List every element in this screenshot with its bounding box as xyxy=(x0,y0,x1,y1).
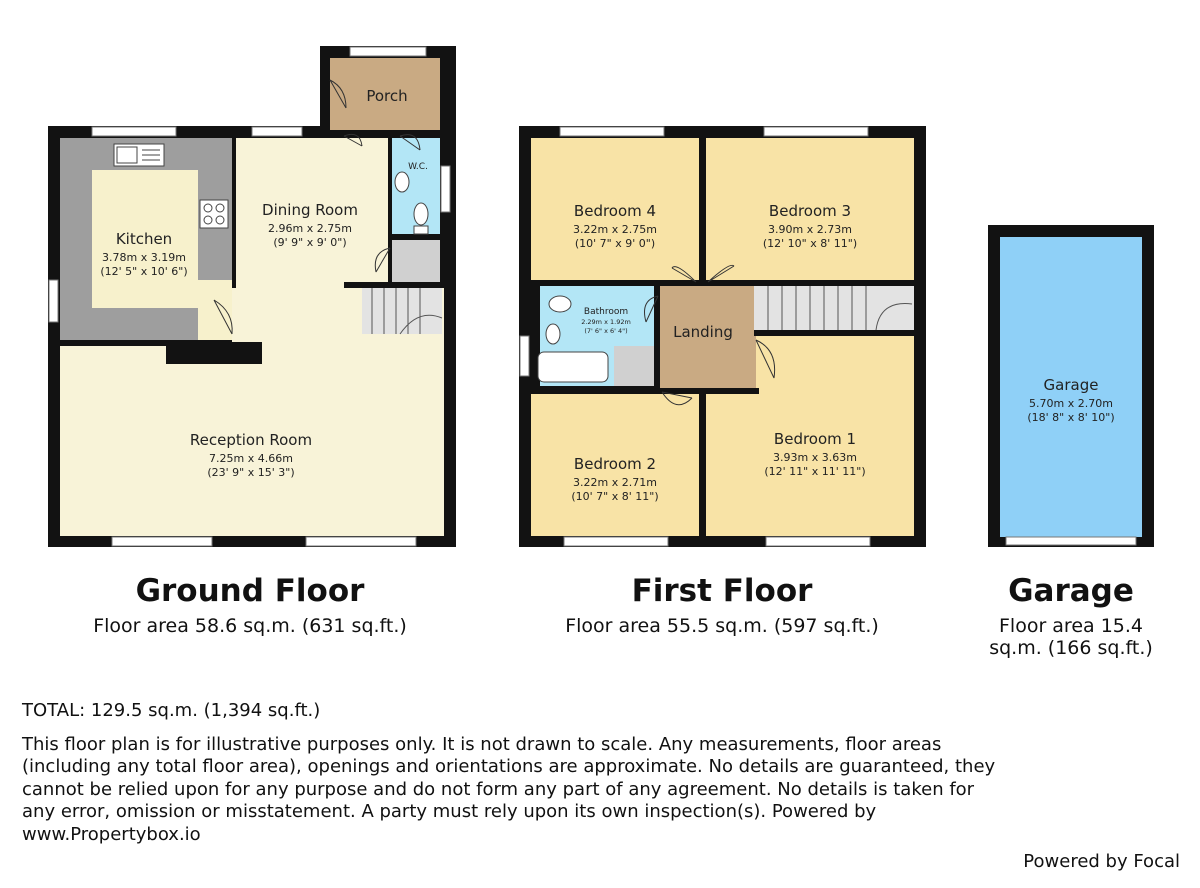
garage-plan xyxy=(988,225,1154,547)
bedroom-4-label: Bedroom 4 xyxy=(573,202,657,220)
dining-room-label: Dining Room xyxy=(262,201,358,219)
garage-metric: 5.70m x 2.70m xyxy=(1029,397,1113,410)
bedroom-2-imperial: (10' 7" x 8' 11") xyxy=(571,490,659,503)
bedroom-1-label: Bedroom 1 xyxy=(773,430,857,448)
first-floor-stairs xyxy=(754,286,914,330)
garage-label: Garage xyxy=(1043,376,1099,394)
wc-label: W.C. xyxy=(408,162,428,172)
bedroom-4-metric: 3.22m x 2.75m xyxy=(573,223,657,236)
bedroom-2-label: Bedroom 2 xyxy=(573,455,657,473)
reception-room-label: Reception Room xyxy=(189,431,313,449)
first-floor-area: Floor area 55.5 sq.m. (597 sq.ft.) xyxy=(565,615,879,637)
disclaimer-text: This floor plan is for illustrative purposes only. It is not drawn to scale. Any measurements, floor areas (including any total floor area), openings and orientations are approximate. No details are guaranteed, they cannot be relied upon for any purpose and do not form any part of any agreement. No details is taken for any error, omission or misstatement. A party must rely upon its own inspection(s). Powered by www.Propertybox.io xyxy=(22,734,996,845)
ground-floor-area: Floor area 58.6 sq.m. (631 sq.ft.) xyxy=(93,615,407,637)
kitchen-imperial: (12' 5" x 10' 6") xyxy=(100,265,188,278)
bath xyxy=(538,352,608,382)
understairs-cupboard xyxy=(392,240,440,282)
landing-label: Landing xyxy=(673,323,733,341)
bedroom-1-metric: 3.93m x 3.63m xyxy=(773,451,857,464)
bedroom-1-imperial: (12' 11" x 11' 11") xyxy=(764,465,866,478)
bathroom-label: Bathroom xyxy=(583,307,629,317)
ground-floor-title: Ground Floor xyxy=(135,573,365,609)
bedroom-3-metric: 3.90m x 2.73m xyxy=(768,223,852,236)
garage-imperial: (18' 8" x 8' 10") xyxy=(1027,411,1115,424)
kitchen-metric: 3.78m x 3.19m xyxy=(102,251,186,264)
bedroom-4-imperial: (10' 7" x 9' 0") xyxy=(574,237,656,250)
bathroom-imperial: (7' 6" x 6' 4") xyxy=(584,327,628,335)
garage-title: Garage xyxy=(1008,573,1134,609)
first-floor-plan xyxy=(519,126,926,547)
window xyxy=(92,127,176,136)
basin xyxy=(395,172,409,192)
kitchen-label: Kitchen xyxy=(115,230,173,248)
reception-room-imperial: (23' 9" x 15' 3") xyxy=(207,466,295,479)
powered-by: Powered by Focal xyxy=(1023,851,1180,872)
bedroom-3-imperial: (12' 10" x 8' 11") xyxy=(762,237,858,250)
dining-room-imperial: (9' 9" x 9' 0") xyxy=(273,236,347,249)
bedroom-2-metric: 3.22m x 2.71m xyxy=(573,476,657,489)
garage-door xyxy=(1006,537,1136,545)
reception-room-metric: 7.25m x 4.66m xyxy=(209,452,293,465)
ground-floor-stairs xyxy=(362,288,442,334)
ground-floor-plan xyxy=(48,46,456,547)
garage-area-line2: sq.m. (166 sq.ft.) xyxy=(989,637,1153,659)
garage-area-line1: Floor area 15.4 xyxy=(998,615,1144,637)
first-floor-title: First Floor xyxy=(631,573,813,609)
bedroom-3-label: Bedroom 3 xyxy=(768,202,852,220)
kitchen-sink xyxy=(114,144,164,166)
total-area: TOTAL: 129.5 sq.m. (1,394 sq.ft.) xyxy=(22,700,321,721)
bathroom-metric: 2.29m x 1.92m xyxy=(581,318,631,326)
toilet xyxy=(414,203,428,234)
dining-room-metric: 2.96m x 2.75m xyxy=(268,222,352,235)
porch-label: Porch xyxy=(366,87,408,105)
hob xyxy=(200,200,228,228)
